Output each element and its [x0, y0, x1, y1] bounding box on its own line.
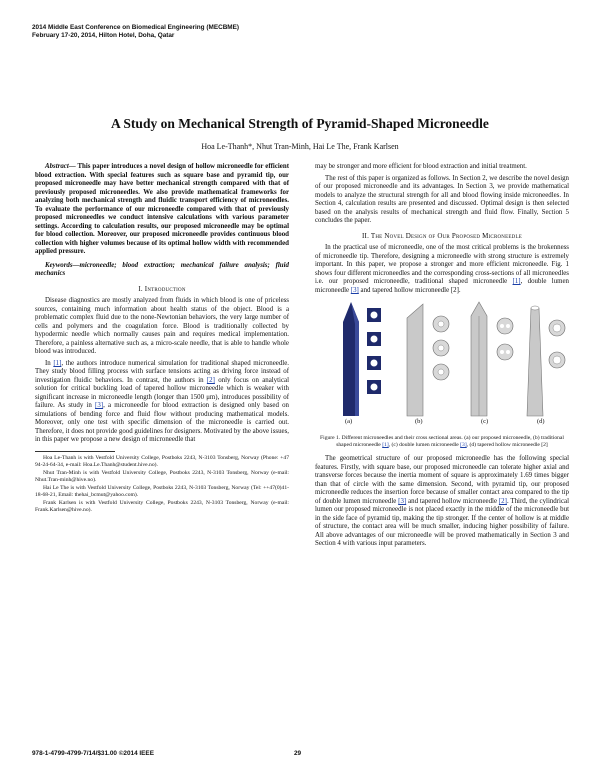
citation-link[interactable]: [2] [498, 497, 507, 505]
right-column [315, 163, 569, 552]
footnote: Frank Karlsen is with Vestfold University College, Postboks 2243, N-3103 Tonsberg, Norway (e-mail: Frank.Karlsen@hive.no). [35, 499, 289, 513]
organization-paragraph: The rest of this paper is organized as follows. In Section 2, we describe the novel design of our proposed microneedle and its advantages. In Section 3, we provide mathematical models to analyze the structural strength for all and blood flowing inside microneedles. In Section 4, calculation results are presented and discussed. Optimal design is then selected based on the analysis results of mechanical strength and fluid flow. Finally, Section 5 concludes the paper. [315, 174, 569, 224]
abstract-text: This paper introduces a novel design of hollow microneedle for efficient blood extraction. With special features such as square base and pyramid tip, our proposed microneedle may have better mechanical strength compared with that of previously proposed microneedles. We also provide mathematical frameworks for analyzing both mechanical strength and fluidic transport efficiency of microneedles. To evaluate the performance of our microneedle compared with that of previously proposed microneedles we conduct intensive calculations with various parameter settings. According to calculation results, our proposed microneedle may be optimal for blood collection. Moreover, our proposed microneedle provides continuous blood collection with higher volumes because of its optimal hollow width with recommended applied pressure. [35, 163, 289, 255]
abstract: Abstract— This paper introduces a novel design of hollow microneedle for efficient blood extraction. With special features such as square base and pyramid tip, our proposed microneedle may have better mechanical strength compared with that of previously proposed microneedles. We also provide mathematical frameworks for analyzing both mechanical strength and fluidic transport efficiency of microneedles. To evaluate the performance of our microneedle compared with that of previously proposed microneedles we conduct intensive calculations with various parameter settings. According to calculation results, our proposed microneedle may be optimal for blood collection. Moreover, our proposed microneedle provides continuous blood collection with higher volumes because of its optimal hollow width with recommended applied pressure. [35, 163, 289, 255]
text-run: In the practical use of microneedle, one of the most critical problems is the brokenness of microneedle tip. Therefore, designing a microneedle with strong structure is extremely important. In this paper, we propose a stronger and more efficient microneedle. Fig. 1 shows four different microneedles and the corresponding cross-sections of all microneedles i.e. our proposed microneedle, traditional shaped microneedle [315, 244, 569, 285]
needle-d [527, 306, 565, 416]
text-run: only focus on analytical solution for critical buckling load of tapered hollow microneedle which is weaker with significant increase in microneedle length (longer than 1500 μm), introduces possibility of failure. As study in [35, 376, 289, 409]
citation-link[interactable]: [1] [53, 359, 62, 367]
citation-link[interactable]: [1] [512, 278, 521, 285]
citation-link[interactable]: [3] [398, 497, 407, 505]
text-run: , (c) double lumen microneedle [388, 442, 461, 448]
figure-label-d: (d) [537, 418, 545, 425]
needle-b [407, 304, 449, 416]
citation-link[interactable]: [1] [382, 442, 389, 448]
author-list: Hoa Le-Thanh*, Nhut Tran-Minh, Hai Le The, Frank Karlsen [201, 142, 399, 151]
text-run: . Third, the cylindrical lumen our proposed microneedle is not placed exactly in the middle of the microneedle but in the side face of pyramid tip, making the tip stronger. If the center of hollow is at middle of structure, the contact area will be much smaller, inducing higher possibility of failure. All above advantages of our microneedle will be proved mathematically in Section 3 and Section 4 with various input parameters. [315, 497, 569, 547]
section-2-heading: II. The Novel Design of Our Proposed Microneedle [362, 231, 522, 240]
citation-link[interactable]: [2] [206, 376, 215, 384]
keywords-label: Keywords [45, 261, 73, 269]
needle-c [471, 302, 513, 416]
conference-date-venue: February 17-20, 2014, Hilton Hotel, Doha, Qatar [32, 32, 175, 39]
abstract-label: Abstract [45, 163, 69, 170]
figure-label-b: (b) [415, 418, 423, 425]
intro-paragraph-1: Disease diagnostics are mostly analyzed from fluids in which blood is one of priceless sources, containing much information about health status of the object. Blood is a problematic complex fluid due to the none-Newtonian behaviors, the very large number of cells and polymers and the coagulation force. Blood is traditionally collected by hypodermic needle which normally causes pain and requires medical implementation. Therefore, a painless alternative such as, a micro-scale needle, that is able to handle whole blood was introduced. [35, 297, 289, 355]
text-run: In [45, 359, 54, 367]
intro-paragraph-2 [35, 360, 289, 445]
keywords-text: microneedle; blood extraction; mechanical failure analysis; fluid mechanics [35, 261, 289, 277]
needle-a [343, 302, 381, 416]
text-run: , double lumen microneedle [315, 278, 569, 294]
text-run: The geometrical structure of our proposed microneedle has the following special features. Firstly, with square base, our proposed microneedle can tolerate higher axial and transverse forces because the inertia moment of square is approximately 1.69 times bigger than that of circle with the same dimension. Second, with pyramid tip, our proposed microneedle reduces the insertion force because of smaller contact area compared to the tip of double lumen microneedle [315, 455, 569, 505]
figure-1 [315, 298, 569, 433]
text-run: and tapered hollow microneedle [406, 497, 499, 505]
figure-caption [319, 435, 565, 449]
footnote: Hoa Le-Thanh is with Vestfold University College, Postboks 2243, N-3103 Tonsberg, Norway (Phone: +47 94-24-64-34, e-mail: Hoa.Le.Thanh@student.hive.no). [35, 454, 289, 468]
conference-name: 2014 Middle East Conference on Biomedical Engineering (MECBME) [32, 24, 240, 31]
page-number: 29 [294, 750, 302, 757]
microneedle-figure [315, 298, 569, 418]
figure-label-c: (c) [481, 418, 489, 425]
paper-title: A Study on Mechanical Strength of Pyramid-Shaped Microneedle [111, 116, 489, 131]
copyright-footer: 978-1-4799-4799-7/14/$31.00 ©2014 IEEE [32, 750, 154, 757]
footnote: Hai Le The is with Vestfold University College, Postboks 2243, N-3103 Tonsberg, Norway (Tel: ++47(0)41-18-68-21, Email: thehai_bcmut@yahoo.com). [35, 484, 289, 498]
text-run: , a microneedle for blood extraction is designed only based on simulations of bending force and fluid flow without producing mathematical models. Moreover, only one test with specific dimension of the microneedle is carried out. Therefore, it does not provide good guidelines for designers. Motivated by the above issues, in this paper we propose a new design of microneedle that [35, 402, 289, 443]
footnote-rule [35, 451, 115, 452]
text-run: , the authors introduce numerical simulation for traditional shaped microneedle. They study blood filling process with surface tensions acting as driving force instead of investigation fluidic behaviors. In contrast, the authors in [35, 359, 289, 384]
text-run: and tapered hollow microneedle [2]. [358, 286, 461, 294]
text-run: Figure 1. Different microneedles and their cross sectional areas. (a) our proposed microneedle, (b) traditional shaped microneedle [320, 435, 564, 448]
design-paragraph-1 [315, 244, 569, 295]
continued-paragraph: may be stronger and more efficient for blood extraction and initial treatment. [315, 163, 527, 170]
conference-header [32, 24, 239, 40]
section-1-heading: I. Introduction [138, 284, 186, 293]
figure-label-a: (a) [345, 418, 353, 425]
citation-link[interactable]: [3] [350, 286, 359, 294]
text-run: , (d) tapered hollow microneedle [2] [466, 442, 548, 448]
citation-link[interactable]: [3] [460, 442, 467, 448]
citation-link[interactable]: [3] [95, 402, 104, 409]
footnote: Nhut Tran-Minh is with Vestfold University College, Postboks 2243, N-3103 Tonsberg, Norway (e-mail: Nhut.Tran-minh@hive.no). [35, 469, 289, 483]
left-column [35, 163, 289, 515]
keywords: Keywords—microneedle; blood extraction; mechanical failure analysis; fluid mechanics [35, 261, 289, 277]
design-paragraph-2 [315, 455, 569, 549]
